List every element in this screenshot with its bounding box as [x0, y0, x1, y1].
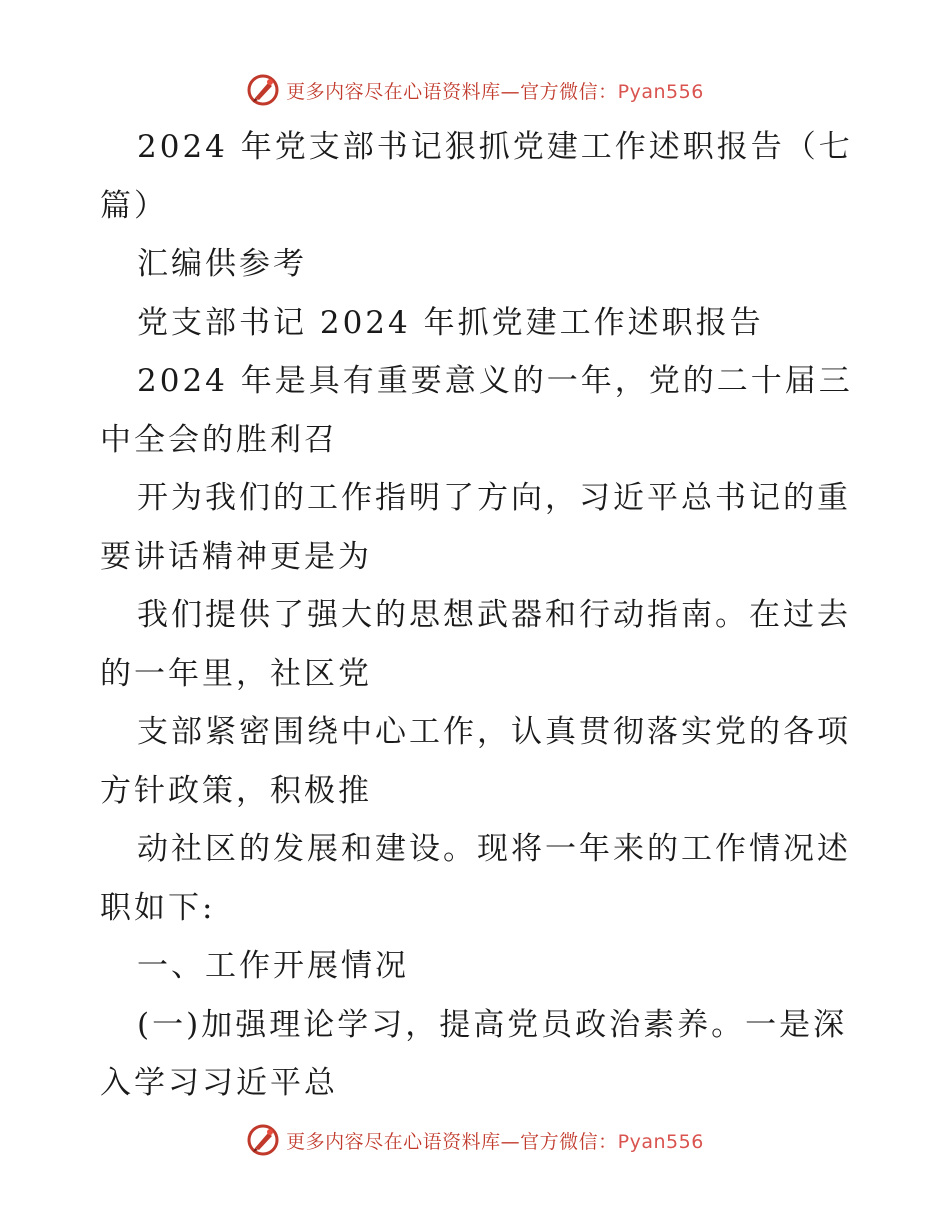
footer-watermark: [0, 1120, 950, 1160]
watermark-text: 更多内容尽在心语资料库—官方微信：Pyan556: [286, 80, 704, 103]
body-paragraph: 支部紧密围绕中心工作，认真贯彻落实党的各项方针政策，积极推: [100, 714, 851, 809]
watermark-text: 更多内容尽在心语资料库—官方微信：Pyan556: [286, 1130, 704, 1153]
section-heading: 一、工作开展情况: [137, 948, 409, 984]
watermark-wechat-id: Pyan556: [617, 1130, 704, 1153]
document-subtitle: 汇编供参考: [137, 246, 307, 282]
document-title: 2024 年党支部书记狠抓党建工作述职报告（七篇）: [100, 129, 853, 224]
watermark-wechat-id: Pyan556: [617, 80, 704, 103]
header-watermark: [0, 70, 950, 110]
body-paragraph: 开为我们的工作指明了方向，习近平总书记的重要讲话精神更是为: [100, 480, 851, 575]
pen-circle-logo-icon: [246, 73, 280, 107]
body-paragraph: (一)加强理论学习，提高党员政治素养。一是深入学习习近平总: [100, 1006, 848, 1101]
document-body: [100, 118, 855, 1113]
report-heading: 党支部书记 2024 年抓党建工作述职报告: [137, 304, 764, 341]
body-paragraph: 动社区的发展和建设。现将一年来的工作情况述职如下:: [100, 831, 851, 926]
pen-circle-logo-icon: [246, 1123, 280, 1157]
body-paragraph: 我们提供了强大的思想武器和行动指南。在过去的一年里，社区党: [100, 597, 851, 692]
body-paragraph: 2024 年是具有重要意义的一年，党的二十届三中全会的胜利召: [100, 363, 853, 458]
